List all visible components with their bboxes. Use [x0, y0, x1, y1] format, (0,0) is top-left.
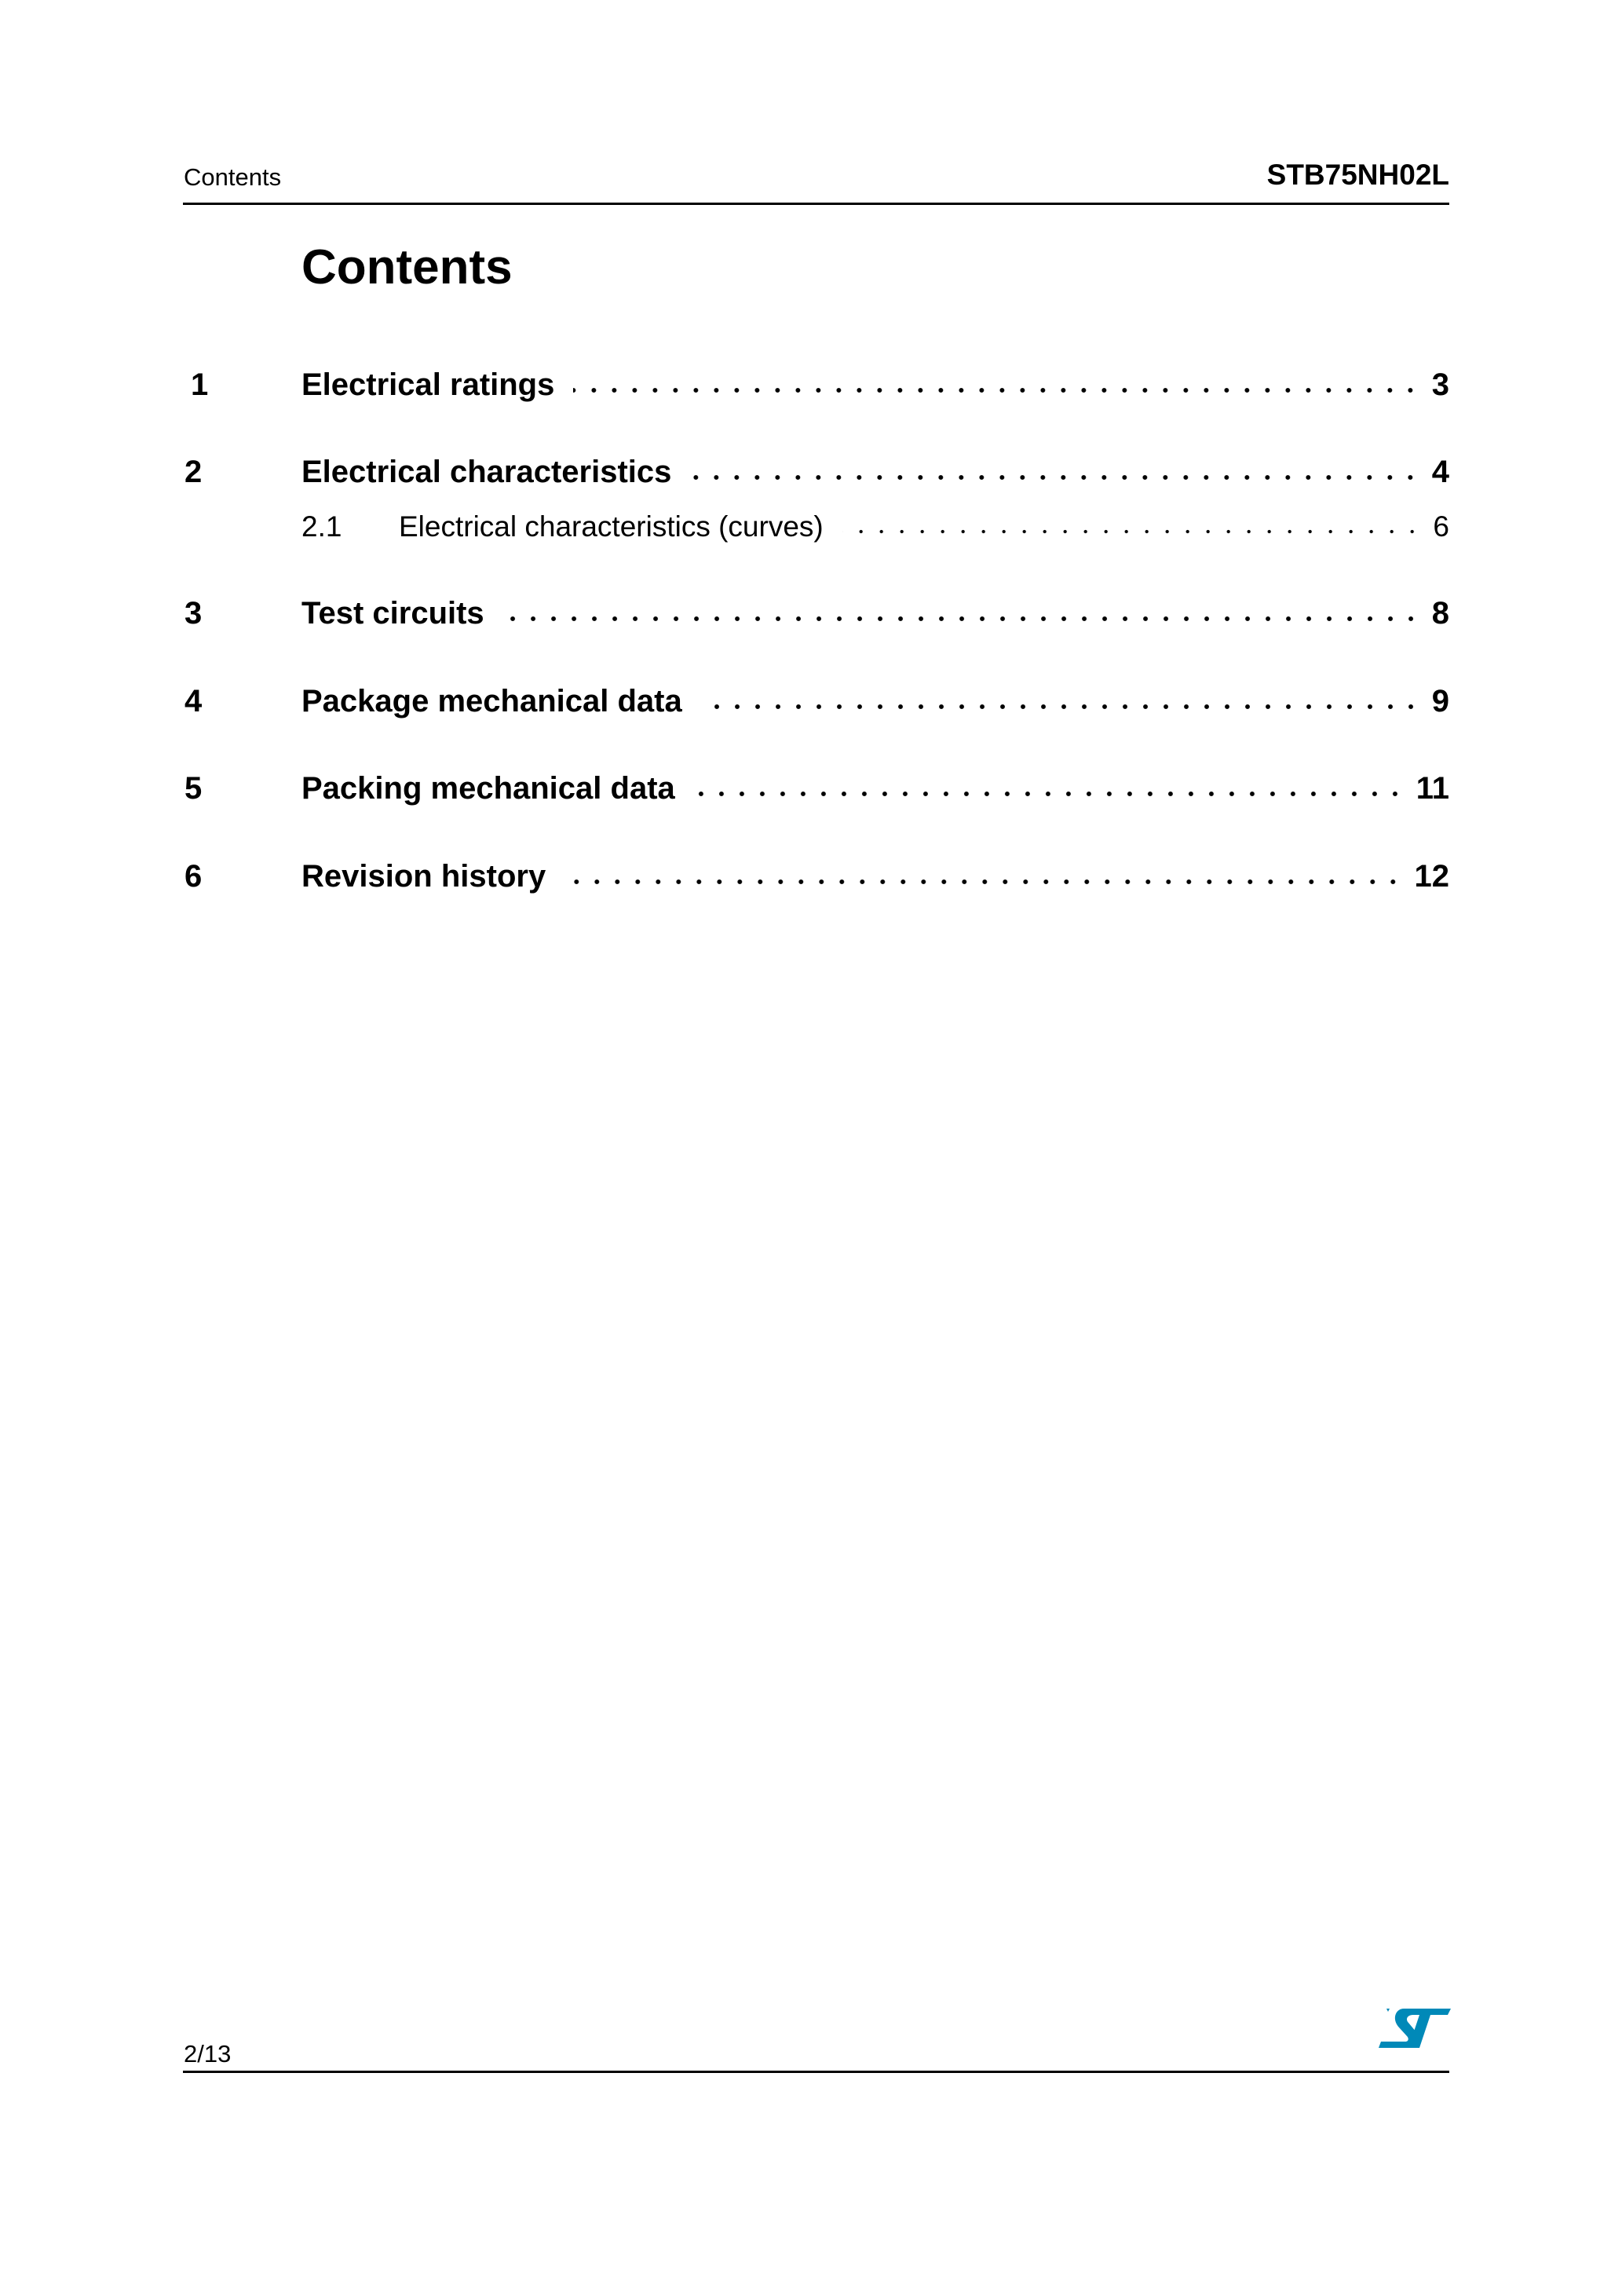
toc-number: 4 [184, 684, 203, 718]
toc-page: 6 [1433, 510, 1449, 543]
toc-page: 3 [1431, 367, 1449, 402]
toc-page: 4 [1431, 455, 1449, 489]
dot-leader [690, 473, 1420, 482]
running-header-section: Contents [184, 163, 282, 191]
toc-page: 8 [1431, 596, 1449, 631]
toc-page: 11 [1416, 771, 1449, 806]
page-title: Contents [301, 240, 513, 294]
dot-leader [701, 702, 1421, 711]
toc-number: 5 [184, 771, 203, 806]
toc-title: Electrical ratings [301, 367, 555, 402]
toc-page: 9 [1431, 684, 1449, 718]
dot-leader [573, 386, 1420, 395]
toc-entry[interactable] [183, 367, 1449, 403]
toc-entry[interactable] [183, 859, 1449, 894]
dot-leader [842, 527, 1423, 536]
dot-leader [564, 877, 1403, 887]
toc-number: 3 [184, 596, 203, 631]
toc-title: Package mechanical data [301, 684, 682, 718]
footer-divider [183, 2071, 1449, 2073]
toc-entry[interactable] [183, 455, 1449, 490]
toc-number: 2 [184, 455, 203, 489]
toc-number: 6 [184, 859, 203, 894]
toc-page: 12 [1414, 859, 1449, 894]
toc-title: Electrical characteristics [301, 455, 672, 489]
toc-title: Test circuits [301, 596, 484, 631]
toc-entry[interactable] [183, 771, 1449, 806]
page-number: 2/13 [184, 2040, 232, 2067]
toc-number: 2.1 [301, 510, 342, 543]
toc-title: Electrical characteristics (curves) [399, 510, 824, 543]
toc-entry[interactable] [183, 684, 1449, 719]
running-header-product: STB75NH02L [1266, 159, 1449, 191]
toc-entry[interactable] [183, 596, 1449, 631]
toc-number: 1 [191, 367, 209, 402]
header-divider [183, 203, 1449, 205]
st-logo-icon [1379, 2009, 1451, 2054]
toc-title: Revision history [301, 859, 546, 894]
dot-leader [694, 789, 1405, 799]
toc-title: Packing mechanical data [301, 771, 675, 806]
dot-leader [503, 614, 1421, 623]
toc-subentry[interactable] [183, 510, 1449, 543]
